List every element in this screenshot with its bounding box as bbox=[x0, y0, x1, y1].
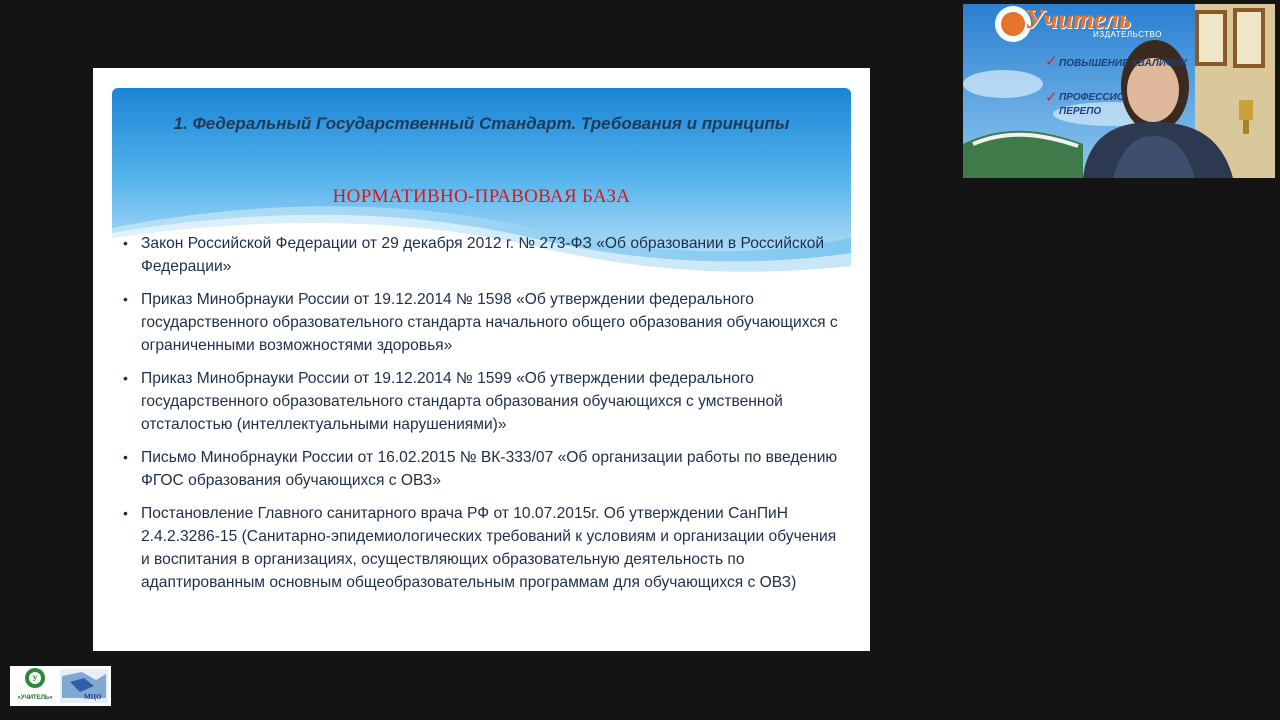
list-item-text: Письмо Минобрнауки России от 16.02.2015 № ВК-333/07 «Об организации работы по введению ФГОС образования обучающихся с ОВЗ» bbox=[141, 449, 838, 489]
list-item-text: Постановление Главного санитарного врача РФ от 10.07.2015г. Об утверждении СанПиН 2.4.2.3286-15 (Санитарно-эпидемиологических требований к условиям и организации обучения и воспитания в организациях, осуществляющих образовательную деятельность по адаптированным основным общеобразовательным программам для обучающихся с ОВЗ) bbox=[141, 505, 837, 591]
logo-text: «УЧИТЕЛЬ» bbox=[17, 695, 53, 701]
webcam-brand-text: Учитель bbox=[1025, 4, 1132, 34]
publisher-logo bbox=[10, 666, 111, 706]
speaker-webcam[interactable] bbox=[963, 4, 1275, 178]
webcam-banner-line: ПОВЫШЕНИЕ КВАЛИФИК bbox=[1059, 58, 1188, 69]
list-item bbox=[123, 288, 845, 357]
regulation-list bbox=[123, 232, 845, 604]
list-item-text: Закон Российской Федерации от 29 декабря 2012 г. № 273-ФЗ «Об образовании в Российской Федерации» bbox=[141, 235, 825, 275]
bullet-marker: • bbox=[123, 449, 128, 465]
slide-title: 1. Федеральный Государственный Стандарт. Требования и принципы bbox=[173, 114, 790, 133]
presentation-slide bbox=[93, 68, 870, 651]
webcam-banner-line: ПРОФЕССИО bbox=[1059, 92, 1125, 103]
slide-subtitle: НОРМАТИВНО-ПРАВОВАЯ БАЗА bbox=[332, 186, 631, 207]
list-item bbox=[123, 502, 845, 594]
list-item-text: Приказ Минобрнауки России от 19.12.2014 № 1598 «Об утверждении федерального государственного образовательного стандарта начального общего образования обучающихся с ограниченными возможностями здоровья» bbox=[141, 291, 838, 354]
list-item bbox=[123, 232, 845, 278]
list-item-text: Приказ Минобрнауки России от 19.12.2014 № 1599 «Об утверждении федерального государственного образовательного стандарта образования обучающихся с умственной отсталостью (интеллектуальными нарушениями)» bbox=[141, 370, 783, 433]
check-icon: ✓ bbox=[1045, 88, 1058, 106]
bullet-marker: • bbox=[123, 505, 128, 521]
webcam-brand-sub: ИЗДАТЕЛЬСТВО bbox=[1093, 30, 1162, 39]
list-item bbox=[123, 446, 845, 492]
list-item bbox=[123, 367, 845, 436]
bullet-marker: • bbox=[123, 370, 128, 386]
logo-secondary-text: МЦО bbox=[84, 693, 102, 701]
bullet-marker: • bbox=[123, 235, 128, 251]
check-icon: ✓ bbox=[1045, 52, 1058, 70]
webcam-banner-line: ПЕРЕПО bbox=[1059, 106, 1102, 117]
bullet-marker: • bbox=[123, 291, 128, 307]
svg-text:У: У bbox=[32, 674, 38, 683]
